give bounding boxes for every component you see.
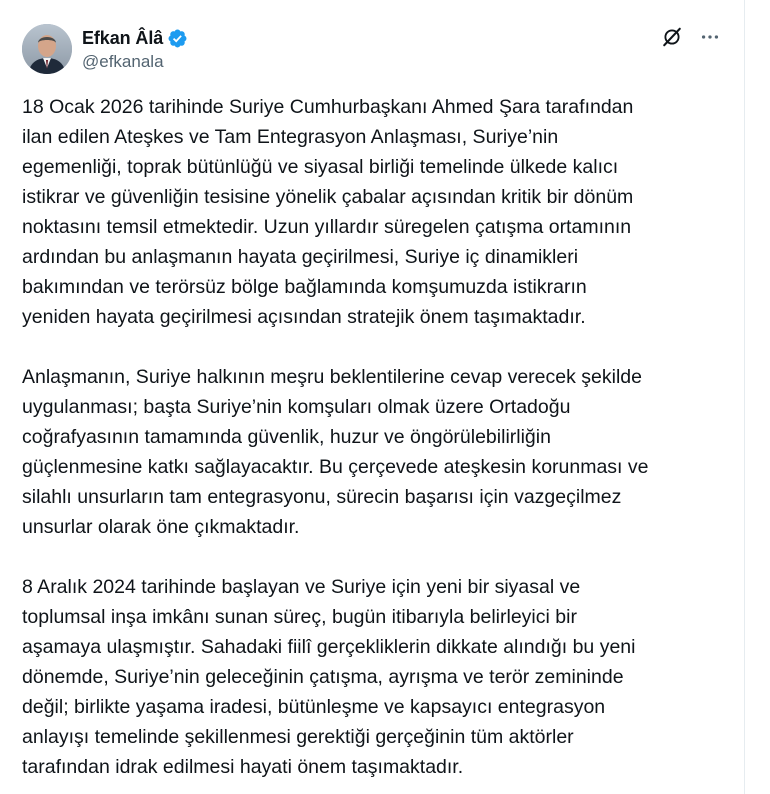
author-handle[interactable]: @efkanala — [82, 52, 164, 71]
avatar-image — [22, 24, 72, 74]
post-paragraph-2: Anlaşmanın, Suriye halkının meşru beklentilerine cevap verecek şekilde uygulanması; başta Suriye’nin komşuları olmak üzere Ortadoğu coğrafyasının tamamında güvenlik, huzur ve öngörülebilirliğin güçlenmesine katkı sağlayacaktır. Bu çerçevede ateşkesin korunması ve silahlı unsurların tam entegrasyonu, sürecin başarısı için vazgeçilmez unsurlar olarak öne çıkmaktadır. — [22, 366, 649, 538]
post-paragraph-3: 8 Aralık 2024 tarihinde başlayan ve Suriye için yeni bir siyasal ve toplumsal inşa imkânı sunan süreç, bugün itibarıyla belirleyici bir aşamaya ulaşmıştır. Sahadaki fiilî gerçekliklerin dikkate alındığı bu yeni dönemde, Suriye’nin geleceğinin çatışma, ayrışma ve terör zemininde değil; birlikte yaşama iradesi, bütünleşme ve kapsayıcı entegrasyon anlayışı temelinde şekillenmesi gerektiği gerçeğinin tüm aktörler tarafından idrak edilmesi hayati önem taşımaktadır. — [22, 576, 636, 778]
grok-icon[interactable] — [660, 25, 684, 49]
post-header — [22, 24, 722, 76]
author-display-name[interactable]: Efkan Âlâ — [82, 27, 164, 48]
post-text — [22, 92, 732, 794]
post-actions — [660, 24, 722, 50]
author-info — [82, 26, 188, 72]
verified-badge-icon — [167, 28, 188, 49]
name-row — [82, 26, 188, 50]
more-icon[interactable] — [698, 25, 722, 49]
author-avatar[interactable] — [22, 24, 72, 74]
post-paragraph-1: 18 Ocak 2026 tarihinde Suriye Cumhurbaşkanı Ahmed Şara tarafından ilan edilen Ateşkes ve Tam Entegrasyon Anlaşması, Suriye’nin egemenliği, toprak bütünlüğü ve siyasal birliği temelinde ülkede kalıcı istikrar ve güvenliğin tesisine yönelik çabalar açısından kritik bir dönüm noktasını temsil etmektedir. Uzun yıllardır süregelen çatışma ortamının ardından bu anlaşmanın hayata geçirilmesi, Suriye iç dinamikleri bakımından ve terörsüz bölge bağlamında komşumuzda istikrarın yeniden hayata geçirilmesi açısından stratejik önem taşımaktadır. — [22, 96, 634, 328]
